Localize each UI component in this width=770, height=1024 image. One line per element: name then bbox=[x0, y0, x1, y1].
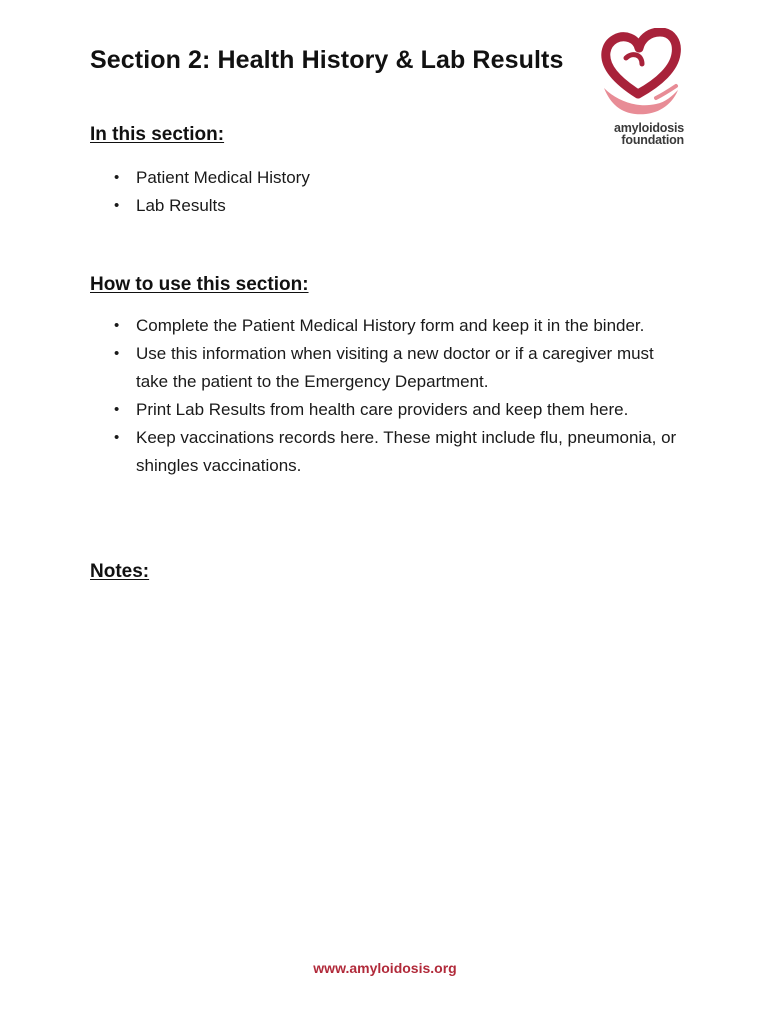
footer-website-link[interactable]: www.amyloidosis.org bbox=[313, 960, 457, 976]
bullet-icon: • bbox=[114, 401, 120, 418]
bullet-icon: • bbox=[114, 345, 120, 362]
how-to-use-heading: How to use this section: bbox=[90, 274, 309, 295]
bullet-icon: • bbox=[114, 429, 120, 446]
list-item bbox=[90, 396, 690, 424]
list-item bbox=[90, 164, 690, 192]
in-this-section-heading: In this section: bbox=[90, 124, 225, 145]
list-item-text: Use this information when visiting a new doctor or if a caregiver must take the patient to the Emergency Department. bbox=[136, 344, 654, 391]
list-item-text: Keep vaccinations records here. These might include flu, pneumonia, or shingles vaccinations. bbox=[136, 428, 677, 475]
bullet-icon: • bbox=[114, 169, 120, 186]
heart-hand-icon bbox=[598, 28, 684, 120]
logo-line-1: amyloidosis bbox=[613, 121, 684, 135]
list-item-text: Patient Medical History bbox=[136, 168, 310, 187]
list-item bbox=[90, 340, 690, 396]
logo-wordmark bbox=[598, 122, 684, 146]
list-item-text: Print Lab Results from health care providers and keep them here. bbox=[136, 400, 629, 419]
list-item bbox=[90, 424, 690, 480]
list-item-text: Complete the Patient Medical History form and keep it in the binder. bbox=[136, 316, 645, 335]
list-item-text: Lab Results bbox=[136, 196, 226, 215]
in-this-section-list bbox=[90, 164, 690, 220]
amyloidosis-foundation-logo bbox=[598, 28, 684, 152]
list-item bbox=[90, 312, 690, 340]
page-title: Section 2: Health History & Lab Results bbox=[90, 46, 564, 74]
bullet-icon: • bbox=[114, 317, 120, 334]
how-to-use-list bbox=[90, 312, 690, 480]
bullet-icon: • bbox=[114, 197, 120, 214]
notes-heading: Notes: bbox=[90, 561, 150, 582]
logo-line-2: foundation bbox=[621, 133, 684, 147]
list-item bbox=[90, 192, 690, 220]
